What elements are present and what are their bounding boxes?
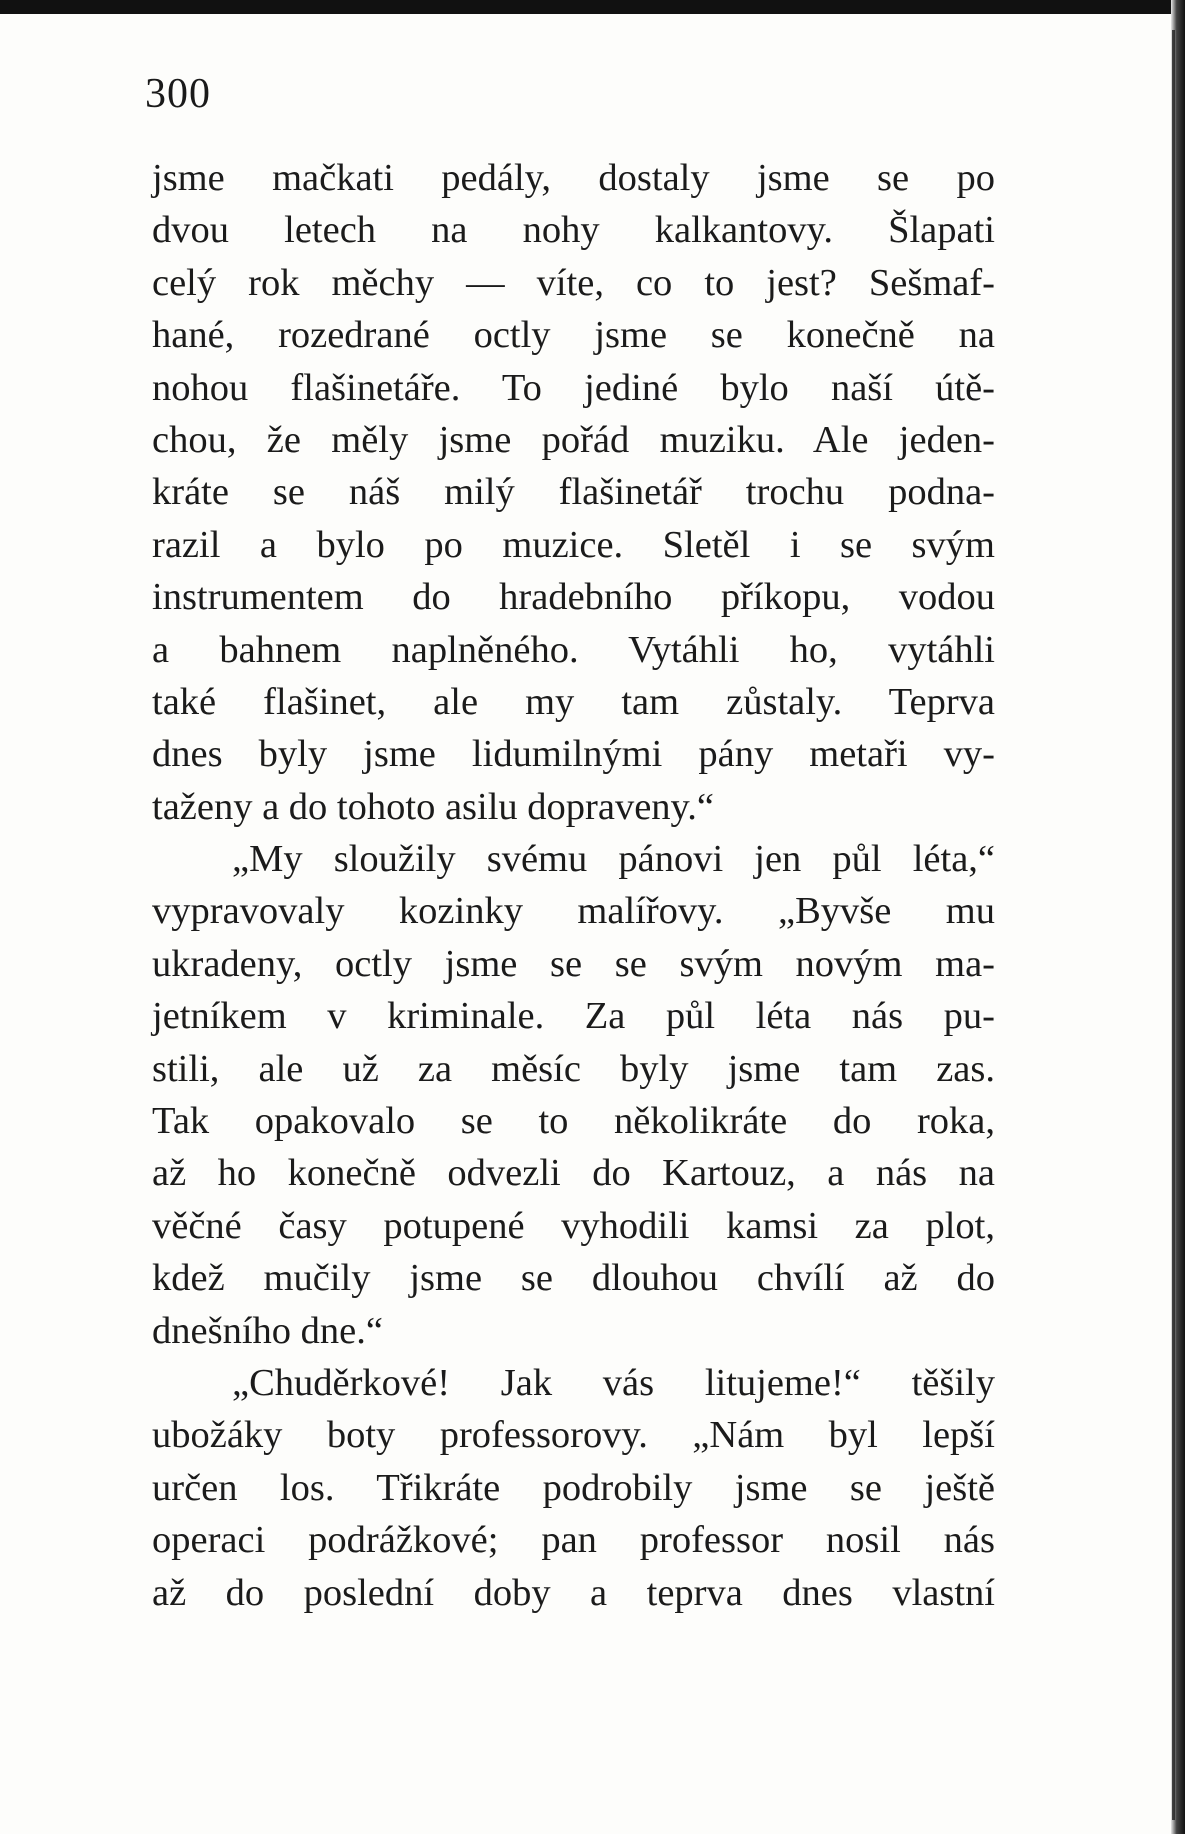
text-line: operaci podrážkové; pan professor nosil nás bbox=[152, 1519, 995, 1562]
text-line: až ho konečně odvezli do Kartouz, a nás na bbox=[152, 1152, 995, 1195]
scan-edge-shadow bbox=[1172, 30, 1175, 1820]
text-line: kdež mučily jsme se dlouhou chvílí až do bbox=[152, 1257, 995, 1300]
text-line: instrumentem do hradebního příkopu, vodou bbox=[152, 576, 995, 619]
scan-top-border bbox=[0, 0, 1185, 14]
text-line: razil a bylo po muzice. Sletěl i se svým bbox=[152, 523, 995, 566]
body-text bbox=[152, 152, 995, 1619]
text-line: dvou letech na nohy kalkantovy. Šlapati bbox=[152, 209, 995, 252]
text-line: ubožáky boty professorovy. „Nám byl lepší bbox=[152, 1414, 995, 1457]
text-line: věčné časy potupené vyhodili kamsi za plot, bbox=[152, 1204, 995, 1247]
text-line: taženy a do tohoto asilu dopraveny.“ bbox=[152, 785, 714, 828]
text-line: jetníkem v kriminale. Za půl léta nás pu- bbox=[152, 995, 995, 1038]
text-line: dnes byly jsme lidumilnými pány metaři vy- bbox=[152, 733, 995, 776]
text-line: kráte se náš milý flašinetář trochu podna- bbox=[152, 471, 995, 514]
text-line: také flašinet, ale my tam zůstaly. Teprva bbox=[152, 680, 995, 723]
text-line: určen los. Třikráte podrobily jsme se ještě bbox=[152, 1466, 995, 1509]
text-line: nohou flašinetáře. To jediné bylo naší útě- bbox=[152, 366, 995, 409]
text-line: „Chuděrkové! Jak vás litujeme!“ těšily bbox=[232, 1361, 995, 1404]
text-line: Tak opakovalo se to několikráte do roka, bbox=[152, 1100, 995, 1143]
text-line: vypravovaly kozinky malířovy. „Byvše mu bbox=[152, 890, 995, 933]
text-line: až do poslední doby a teprva dnes vlastní bbox=[152, 1571, 995, 1614]
text-line: dnešního dne.“ bbox=[152, 1309, 383, 1352]
text-line: celý rok měchy — víte, co to jest? Sešmaf- bbox=[152, 261, 995, 304]
page-number: 300 bbox=[145, 71, 211, 117]
text-line: stili, ale už za měsíc byly jsme tam zas. bbox=[152, 1047, 995, 1090]
text-line: chou, že měly jsme pořád muziku. Ale jeden- bbox=[152, 418, 995, 461]
text-line: a bahnem naplněného. Vytáhli ho, vytáhli bbox=[152, 628, 995, 671]
text-line: jsme mačkati pedály, dostaly jsme se po bbox=[152, 157, 995, 199]
text-line: hané, rozedrané octly jsme se konečně na bbox=[152, 314, 995, 357]
text-line: „My sloužily svému pánovi jen půl léta,“ bbox=[232, 838, 995, 881]
text-line: ukradeny, octly jsme se se svým novým ma- bbox=[152, 942, 995, 985]
